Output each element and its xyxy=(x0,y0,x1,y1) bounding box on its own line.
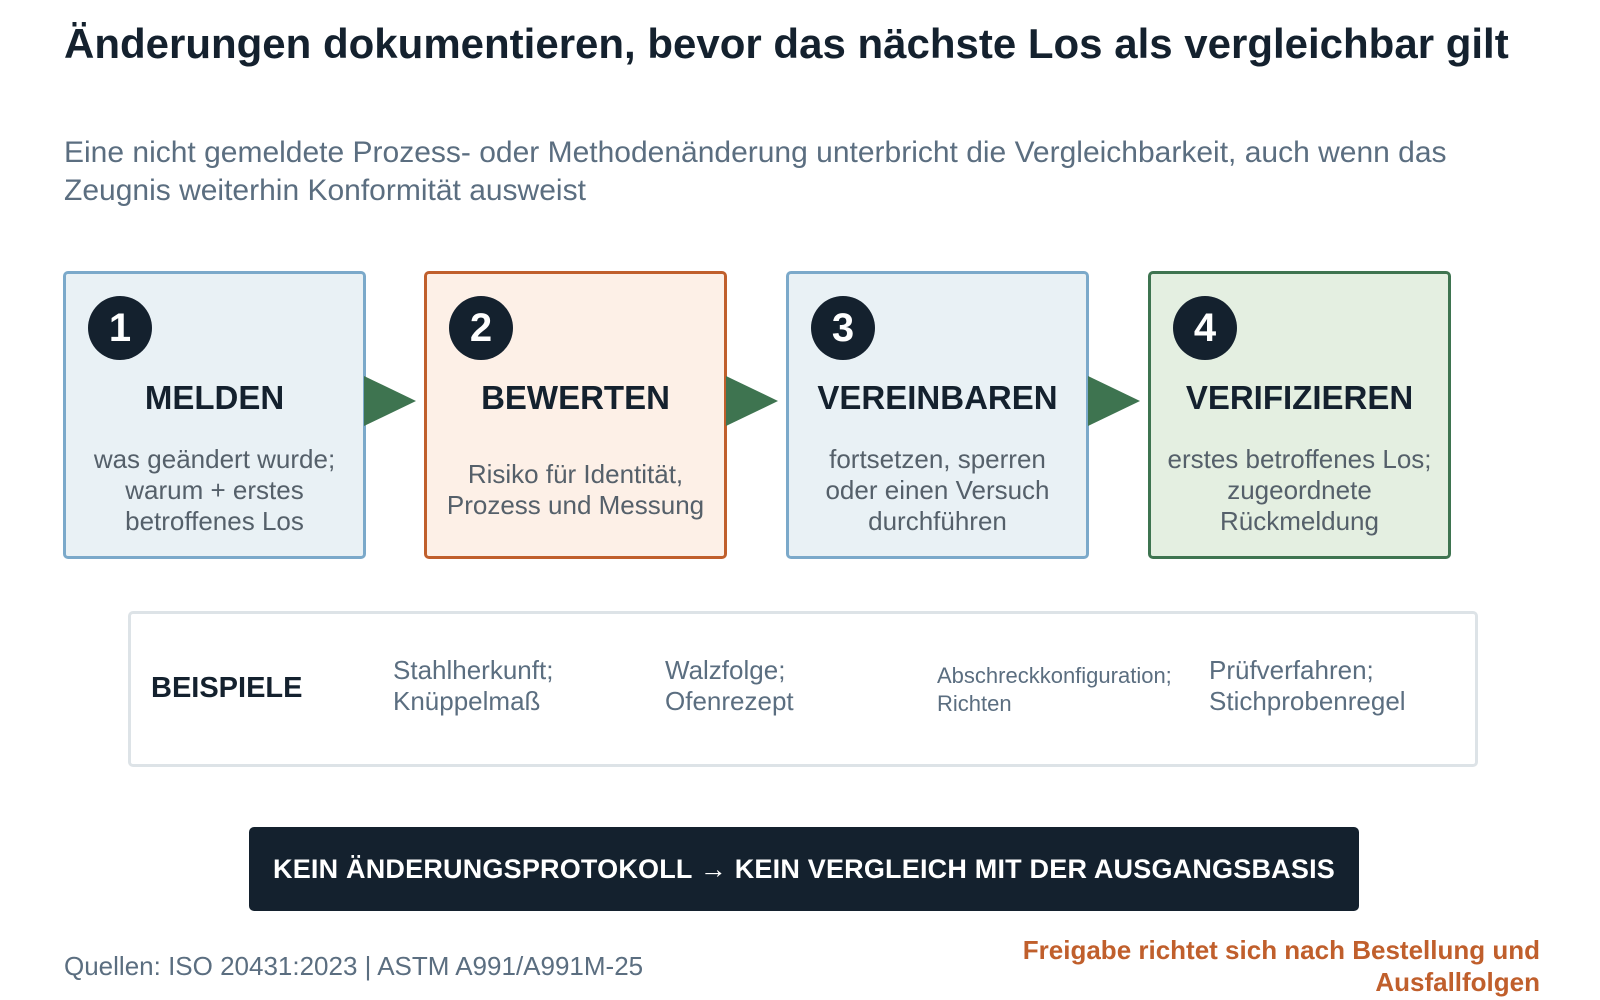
step-card-vereinbaren xyxy=(786,271,1089,559)
step-title: VEREINBAREN xyxy=(817,379,1058,416)
step-description: Risiko für Identität, Prozess und Messung xyxy=(446,459,705,520)
examples-panel xyxy=(128,611,1478,767)
page-subtitle: Eine nicht gemeldete Prozess- oder Methodenänderung unterbricht die Vergleichbarkeit, auch wenn das Zeugnis weiterhin Konformität ausweist xyxy=(64,136,1447,207)
step-number-badge: 1 xyxy=(88,296,152,360)
key-message-banner: KEIN ÄNDERUNGSPROTOKOLL → KEIN VERGLEICH MIT DER AUSGANGSBASIS xyxy=(249,827,1359,911)
example-item: Prüfverfahren; Stichprobenregel xyxy=(1209,655,1406,716)
examples-label: BEISPIELE xyxy=(151,672,303,704)
arrow-right-icon xyxy=(726,376,778,426)
page-title: Änderungen dokumentieren, bevor das nächste Los als vergleichbar gilt xyxy=(64,20,1509,67)
step-card-bewerten xyxy=(424,271,727,559)
step-number-badge: 2 xyxy=(449,296,513,360)
step-title: BEWERTEN xyxy=(481,379,670,416)
example-item: Abschreckkonfiguration; Richten xyxy=(937,663,1172,716)
step-title: MELDEN xyxy=(144,379,285,416)
example-item: Walzfolge; Ofenrezept xyxy=(665,655,794,716)
step-number-badge: 3 xyxy=(811,296,875,360)
arrow-right-icon xyxy=(364,376,416,426)
step-description: fortsetzen, sperren oder einen Versuch durchführen xyxy=(825,443,1050,536)
step-description: was geändert wurde; warum + erstes betroffenes Los xyxy=(93,443,336,536)
sources-note: Quellen: ISO 20431:2023 | ASTM A991/A991M-25 xyxy=(64,951,644,981)
step-card-melden xyxy=(63,271,366,559)
step-description: erstes betroffenes Los; zugeordnete Rückmeldung xyxy=(1167,443,1432,536)
release-note: Freigabe richtet sich nach Bestellung und Ausfallfolgen xyxy=(1022,935,1540,997)
arrow-right-icon xyxy=(1088,376,1140,426)
example-item: Stahlherkunft; Knüppelmaß xyxy=(393,655,554,716)
step-number-badge: 4 xyxy=(1173,296,1237,360)
step-card-verifizieren xyxy=(1148,271,1451,559)
step-title: VERIFIZIEREN xyxy=(1185,379,1414,416)
